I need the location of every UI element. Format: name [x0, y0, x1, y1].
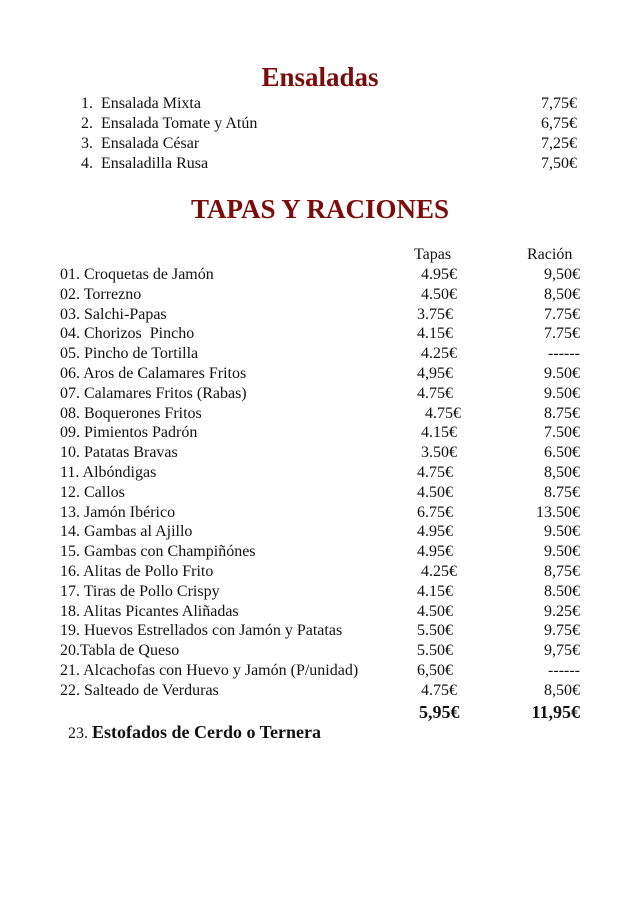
menu-item-name: 03. Salchi-Papas — [60, 305, 167, 323]
tapa-price: 4.15€ — [417, 325, 453, 343]
tapa-price: 4.75€ — [417, 681, 457, 699]
racion-price: 9.75€ — [544, 622, 580, 640]
tapa-price: 4.75€ — [417, 464, 453, 481]
tapa-price: 4.75€ — [417, 404, 461, 422]
menu-item-name: 05. Pincho de Tortilla — [60, 345, 199, 363]
salad-item-price: 6,75€ — [541, 115, 577, 132]
column-header-racion: Ración — [527, 246, 573, 263]
tapa-price: 4.50€ — [417, 285, 457, 303]
tapa-price: 4.95€ — [417, 543, 453, 561]
salad-item-name: 1. Ensalada Mixta — [81, 95, 201, 112]
tapa-price: 3.75€ — [417, 305, 453, 323]
tapa-price: 4.95€ — [417, 523, 453, 541]
racion-price: 9.50€ — [544, 365, 580, 382]
tapa-price: 4.25€ — [417, 345, 457, 363]
menu-item-name: 12. Callos — [60, 483, 125, 501]
tapa-price: 3.50€ — [417, 444, 457, 462]
tapa-price: 4.15€ — [417, 424, 457, 442]
racion-price: 8.75€ — [544, 404, 580, 422]
tapa-price: 4.25€ — [417, 563, 457, 580]
tapa-price-23: 5,95€ — [419, 702, 460, 722]
racion-price: 8.75€ — [544, 483, 580, 501]
menu-item-name: 10. Patatas Bravas — [60, 444, 178, 462]
racion-price: ------ — [548, 345, 580, 363]
salad-item-name: 2. Ensalada Tomate y Atún — [81, 115, 258, 132]
racion-price: 9.50€ — [544, 523, 580, 541]
menu-item-name: 20.Tabla de Queso — [60, 642, 180, 660]
racion-price: 9.50€ — [544, 543, 580, 561]
tapa-price: 5.50€ — [417, 642, 453, 660]
racion-price: 7.50€ — [544, 424, 580, 442]
racion-price: 9,50€ — [544, 266, 580, 283]
menu-item-name: 16. Alitas de Pollo Frito — [60, 563, 214, 580]
menu-item-name: 04. Chorizos Pincho — [60, 325, 195, 343]
racion-price: 9.25€ — [544, 602, 580, 620]
tapa-price: 5.50€ — [417, 622, 453, 640]
tapa-price: 4.50€ — [417, 602, 453, 620]
menu-item-name: 08. Boquerones Fritos — [60, 404, 202, 422]
menu-item-name: 15. Gambas con Champiñónes — [60, 543, 256, 561]
menu-item-name: 09. Pimientos Padrón — [60, 424, 198, 442]
menu-item-name: 14. Gambas al Ajillo — [60, 523, 193, 541]
racion-price: 8,50€ — [544, 285, 580, 303]
menu-item-name: 18. Alitas Picantes Aliñadas — [60, 602, 239, 620]
section-title-tapas: TAPAS Y RACIONES — [190, 194, 450, 224]
section-title-ensaladas: Ensaladas — [261, 62, 379, 92]
menu-item-name: 02. Torrezno — [60, 285, 142, 303]
racion-price: 8,75€ — [544, 563, 580, 580]
column-header-tapas: Tapas — [414, 246, 452, 263]
tapa-price: 4.50€ — [417, 483, 453, 501]
tapa-price: 4.75€ — [417, 384, 453, 402]
racion-price: 13.50€ — [536, 503, 580, 521]
salad-item-name: 3. Ensalada César — [81, 135, 200, 152]
racion-price: 8,50€ — [544, 464, 580, 481]
item-name: Estofados de Cerdo o Ternera — [92, 722, 321, 742]
tapa-price: 6,50€ — [417, 662, 453, 679]
racion-price: 8.50€ — [544, 582, 580, 600]
racion-price-23: 11,95€ — [531, 702, 580, 722]
menu-item-name: 06. Aros de Calamares Fritos — [60, 365, 247, 382]
racion-price: ------ — [548, 662, 580, 679]
tapa-price: 4,95€ — [417, 365, 453, 382]
salad-item-price: 7,25€ — [541, 135, 577, 152]
salad-item-price: 7,50€ — [541, 155, 577, 172]
tapa-price: 4.15€ — [417, 582, 453, 600]
menu-item-name: 22. Salteado de Verduras — [60, 681, 219, 699]
menu-item-name: 07. Calamares Fritos (Rabas) — [60, 384, 247, 402]
menu-item-name: 21. Alcachofas con Huevo y Jamón (P/unidad) — [60, 662, 359, 679]
racion-price: 9,75€ — [544, 642, 580, 660]
racion-price: 7.75€ — [544, 325, 580, 343]
racion-price: 7.75€ — [544, 305, 580, 323]
racion-price: 9.50€ — [544, 384, 580, 402]
tapa-price: 6.75€ — [417, 503, 453, 521]
salad-item-name: 4. Ensaladilla Rusa — [81, 155, 209, 172]
menu-item-name: 13. Jamón Ibérico — [60, 503, 176, 521]
menu-item-name: 19. Huevos Estrellados con Jamón y Patatas — [60, 622, 343, 640]
salad-item-price: 7,75€ — [541, 95, 577, 112]
menu-item-name: 11. Albóndigas — [60, 464, 157, 481]
tapa-price: 4.95€ — [417, 266, 457, 283]
menu-item-name: 01. Croquetas de Jamón — [60, 266, 214, 283]
item-number: 23. — [68, 725, 92, 742]
racion-price: 8,50€ — [544, 681, 580, 699]
racion-price: 6.50€ — [544, 444, 580, 462]
menu-item-name: 17. Tiras de Pollo Crispy — [60, 582, 220, 600]
menu-item-23 — [60, 702, 321, 744]
